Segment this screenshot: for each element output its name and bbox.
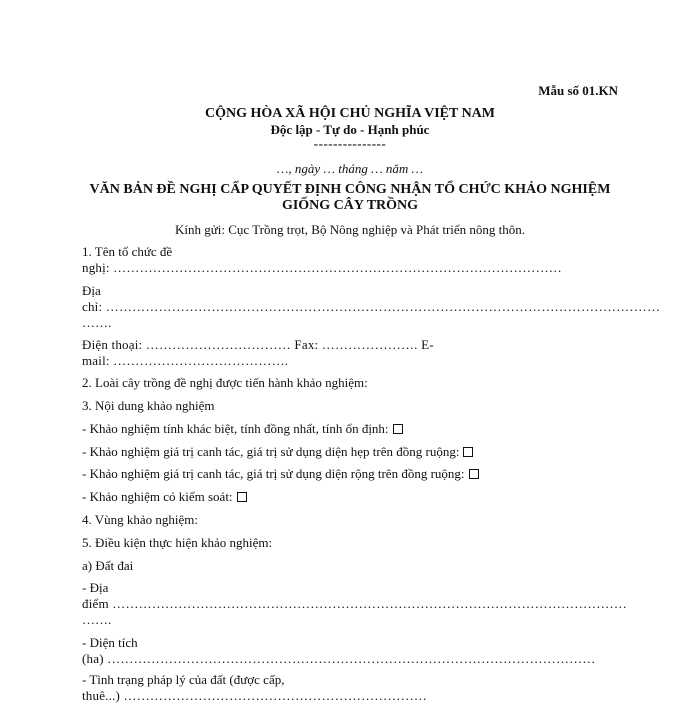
option-dus-label: - Khảo nghiệm tính khác biệt, tính đồng nhất, tính ổn định: — [82, 421, 389, 436]
location-label: - Địa — [82, 580, 109, 595]
date-line: …, ngày … tháng … năm … — [276, 161, 424, 176]
address-field: chỉ: ……………………………………………………………………………………………………………… — [82, 299, 661, 314]
recipient-line: Kính gửi: Cục Trồng trọt, Bộ Nông nghiệp và Phát triển nông thôn. — [174, 222, 526, 237]
document-title-line2: GIỐNG CÂY TRỒNG — [281, 198, 419, 213]
option-vcu-narrow-label: - Khảo nghiệm giá trị canh tác, giá trị sử dụng diện hẹp trên đồng ruộng: — [82, 444, 460, 459]
national-motto: Độc lập - Tự do - Hạnh phúc — [270, 122, 430, 137]
document-title-line1: VĂN BẢN ĐỀ NGHỊ CẤP QUYẾT ĐỊNH CÔNG NHẬN TỔ CHỨC KHẢO NGHIỆM — [89, 182, 611, 197]
area-label: - Diện tích — [82, 635, 138, 650]
address-field-cont: ……. — [82, 315, 112, 330]
species-label: 2. Loài cây trồng đề nghị được tiến hành khảo nghiệm: — [82, 375, 368, 390]
phone-fax-field: Điện thoại: …………………………… Fax: …………………. E- — [82, 337, 434, 352]
option-vcu-narrow — [82, 444, 473, 460]
region-label: 4. Vùng khảo nghiệm: — [82, 512, 199, 527]
form-code: Mẫu số 01.KN — [538, 83, 618, 98]
option-vcu-wide-label: - Khảo nghiệm giá trị canh tác, giá trị sử dụng diện rộng trên đồng ruộng: — [82, 466, 465, 481]
option-dus — [82, 421, 403, 437]
location-field-cont: ……. — [82, 612, 112, 627]
option-vcu-wide-checkbox[interactable] — [469, 469, 479, 479]
option-controlled — [82, 489, 247, 505]
legal-status-label: - Tình trạng pháp lý của đất (được cấp, — [82, 672, 285, 687]
address-label: Địa — [82, 283, 101, 298]
email-field: mail: …………………………………. — [82, 353, 289, 368]
content-heading: 3. Nội dung khảo nghiệm — [82, 398, 215, 413]
location-field: điểm ……………………………………………………………………………………………………… — [82, 596, 628, 611]
land-subheading: a) Đất đai — [82, 558, 134, 573]
conditions-heading: 5. Điều kiện thực hiện khảo nghiệm: — [82, 535, 273, 550]
option-vcu-wide — [82, 466, 479, 482]
motto-separator: --------------- — [313, 136, 387, 151]
org-name-field: nghị: ………………………………………………………………………………………… — [82, 260, 562, 275]
option-controlled-checkbox[interactable] — [237, 492, 247, 502]
country-name: CỘNG HÒA XÃ HỘI CHỦ NGHĨA VIỆT NAM — [204, 106, 495, 121]
option-controlled-label: - Khảo nghiệm có kiểm soát: — [82, 489, 233, 504]
org-name-label: 1. Tên tổ chức đề — [82, 244, 173, 259]
option-dus-checkbox[interactable] — [393, 424, 403, 434]
option-vcu-narrow-checkbox[interactable] — [463, 447, 473, 457]
legal-status-field: thuê...) …………………………………………………………… — [82, 688, 428, 703]
area-field: (ha) ………………………………………………………………………………………………… — [82, 651, 596, 666]
